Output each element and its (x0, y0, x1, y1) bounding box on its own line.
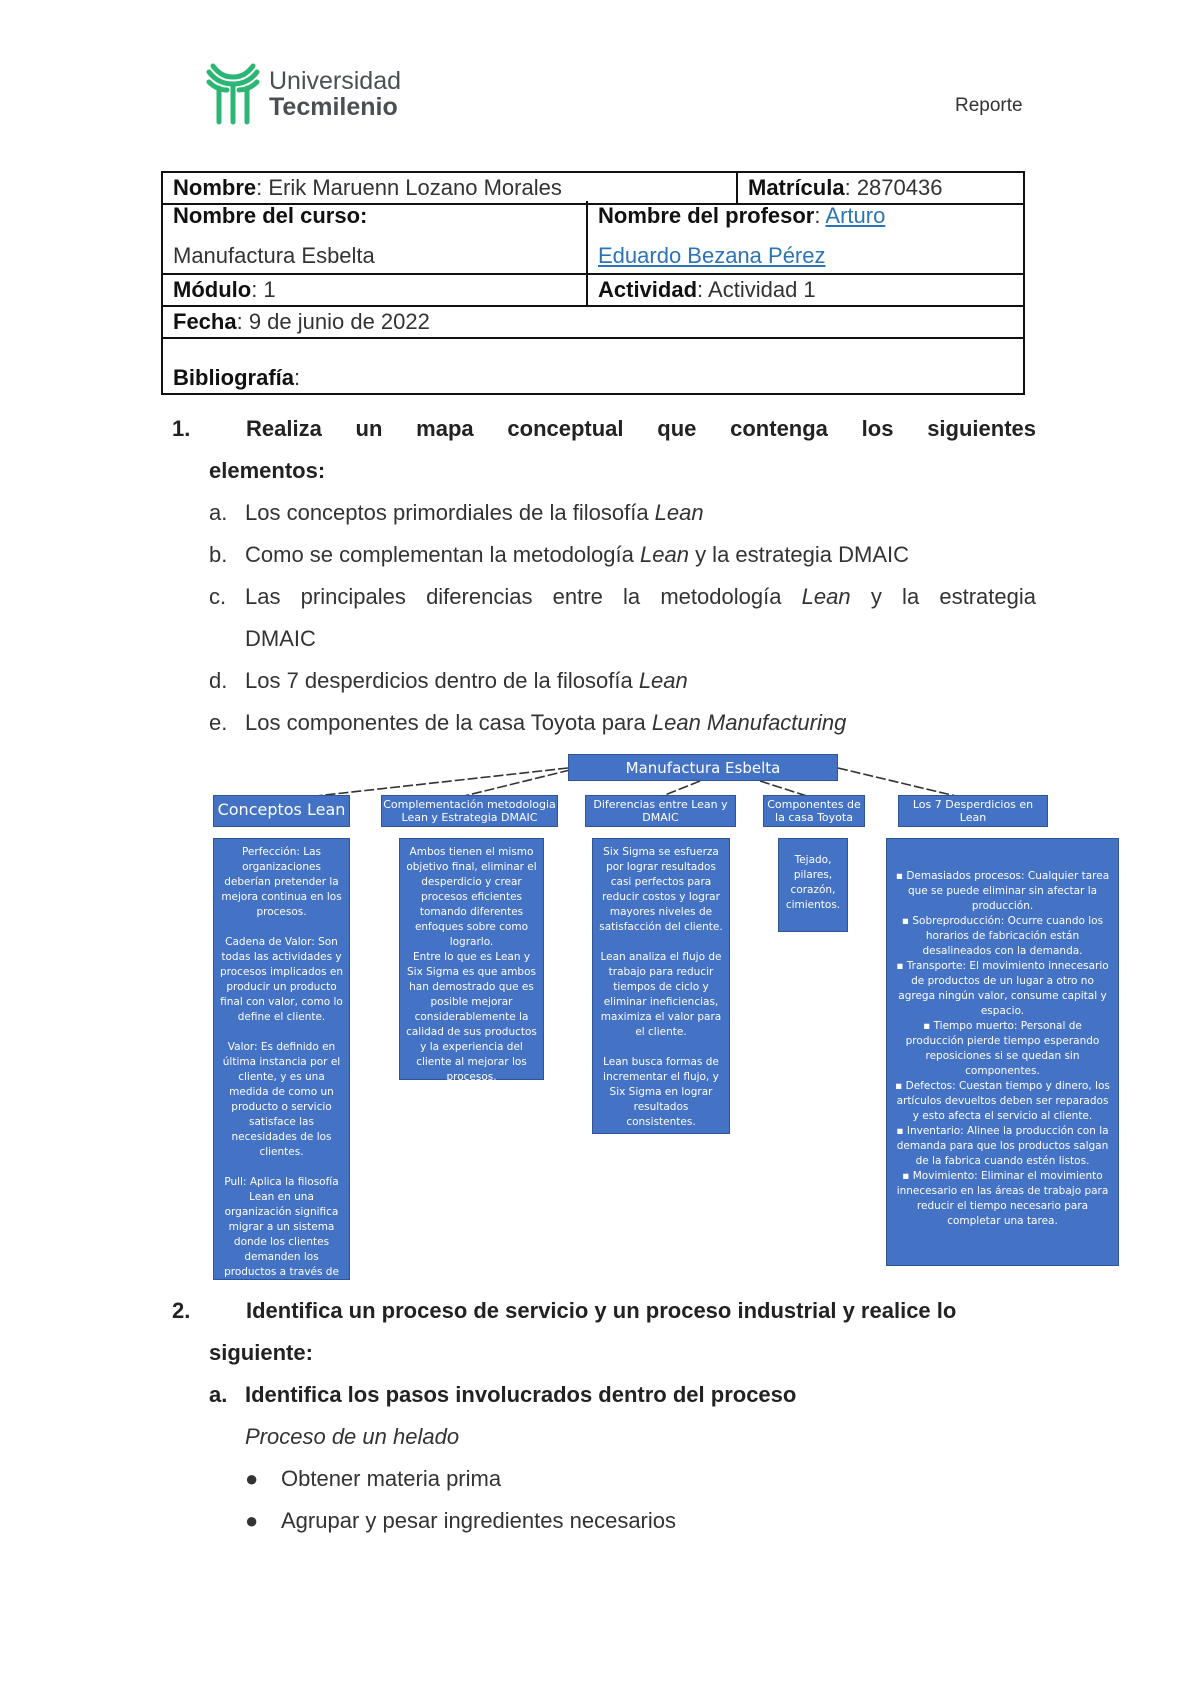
profesor-label: Nombre del profesor (598, 203, 815, 228)
bibliografia-cell (162, 338, 1024, 394)
bibliografia-value: : (294, 365, 301, 390)
desperdicio-item: ▪ Demasiados procesos: Cualquier tarea que se puede eliminar sin afectar la producción. (895, 869, 1110, 914)
profesor-link-2[interactable]: Eduardo Bezana Pérez (598, 243, 826, 268)
profesor-link-1[interactable]: Arturo (825, 203, 886, 228)
desperdicio-item: ▪ Sobreproducción: Ocurre cuando los horarios de fabricación están desalineados con la demanda. (895, 914, 1110, 959)
bibliografia-label: Bibliografía (173, 365, 295, 390)
concept-map-head-desperdicios: Los 7 Desperdicios en Lean (898, 795, 1048, 827)
bullet-dot-icon: ● (245, 1508, 259, 1533)
desperdicio-item: ▪ Defectos: Cuestan tiempo y dinero, los artículos devueltos deben ser reparados y esto afecta el servicio al cliente. (895, 1079, 1110, 1124)
nombre-value: : Erik Maruenn Lozano Morales (256, 175, 562, 200)
concept-map-content-complementacion: Ambos tienen el mismo objetivo final, eliminar el desperdicio y crear procesos eficientes tomando diferentes enfoques sobre como lograrlo. Entre lo que es Lean y Six Sigma es que ambos han demostrado que es posible mejorar considerablemente la calidad de sus productos y la experiencia del cliente al mejorar los procesos. (399, 838, 544, 1080)
university-logo (205, 62, 401, 126)
matricula-cell (737, 172, 1024, 204)
matricula-value: : 2870436 (844, 175, 943, 200)
fecha-cell (162, 306, 1024, 338)
question-1-line-1: Realiza un mapa conceptual que contenga los siguientes (246, 416, 1036, 441)
question-1-item-a: a. Los conceptos primordiales de la filosofía Lean (209, 500, 704, 525)
course-info-table (161, 201, 1025, 395)
modulo-cell (162, 274, 587, 306)
question-2-line-1: Identifica un proceso de servicio y un proceso industrial y realice lo (246, 1298, 957, 1323)
fecha-label: Fecha (173, 309, 237, 334)
concept-map-head-diferencias: Diferencias entre Lean y DMAIC (585, 795, 736, 827)
curso-label: Nombre del curso: (173, 203, 368, 228)
profesor-cell: Nombre del profesor: Arturo Eduardo Bezana Pérez (587, 201, 1024, 274)
curso-value: Manufactura Esbelta (173, 243, 375, 268)
concept-map-root: Manufactura Esbelta (568, 754, 838, 781)
question-1-item-b: b. Como se complementan la metodología Lean y la estrategia DMAIC (209, 542, 910, 567)
concept-map-head-conceptos: Conceptos Lean (213, 795, 350, 827)
question-2-number: 2. (172, 1298, 191, 1323)
desperdicio-item: ▪ Movimiento: Eliminar el movimiento innecesario en las áreas de trabajo para reducir el tiempo necesario para completar una tarea. (895, 1169, 1110, 1229)
concept-map-content-conceptos: Perfección: Las organizaciones deberían pretender la mejora continua en los procesos. Cadena de Valor: Son todas las actividades y procesos implicados en producir un producto final con valor, como lo define el cliente. Valor: Es definido en última instancia por el cliente, y es una medida de como un producto o servicio satisface las necesidades de los clientes. Pull: Aplica la filosofía Lean en una organización significa migrar a un sistema donde los clientes demanden los productos a través de la cadena de valor. (213, 838, 350, 1280)
fecha-value: : 9 de junio de 2022 (236, 309, 430, 334)
student-info-table (161, 171, 1025, 205)
question-2-sub-a: a. Identifica los pasos involucrados dentro del proceso (209, 1382, 797, 1407)
question-1-item-e: e. Los componentes de la casa Toyota para Lean Manufacturing (209, 710, 847, 735)
actividad-value: : Actividad 1 (697, 277, 816, 302)
tecmilenio-leaf-icon (205, 62, 261, 126)
report-label: Reporte (955, 95, 1023, 116)
matricula-label: Matrícula (748, 175, 845, 200)
desperdicio-item: ▪ Inventario: Alinee la producción con la demanda para que los productos salgan de la fabrica cuando estén listos. (895, 1124, 1110, 1169)
question-1-number: 1. (172, 416, 191, 441)
concept-map-content-diferencias: Six Sigma se esfuerza por lograr resultados casi perfectos para reducir costos y lograr mayores niveles de satisfacción del cliente. Lean analiza el flujo de trabajo para reducir tiempos de ciclo y eliminar ineficiencias, maximiza el valor para el cliente. Lean busca formas de incrementar el flujo, y Six Sigma en lograr resultados consistentes. (592, 838, 730, 1134)
question-2-line-2: siguiente: (209, 1340, 313, 1365)
desperdicio-item: ▪ Tiempo muerto: Personal de producción pierde tiempo esperando reposiciones si se quedan sin componentes. (895, 1019, 1110, 1079)
question-1-item-c-cont: DMAIC (245, 626, 316, 651)
process-step: ● Agrupar y pesar ingredientes necesarios (245, 1508, 677, 1533)
modulo-label: Módulo (173, 277, 252, 302)
concept-map-content-desperdicios (886, 838, 1119, 1266)
nombre-label: Nombre (173, 175, 257, 200)
question-1-item-c: c. Las principales diferencias entre la metodología Lean y la estrategia (209, 584, 1037, 609)
logo-line-universidad: Universidad (269, 66, 402, 95)
question-1-item-d: d. Los 7 desperdicios dentro de la filosofía Lean (209, 668, 688, 693)
modulo-value: : 1 (251, 277, 276, 302)
curso-cell (162, 201, 587, 274)
bullet-dot-icon: ● (245, 1466, 259, 1491)
desperdicios-list (887, 839, 1118, 1235)
concept-map-head-complementacion: Complementación metodologia Lean y Estrategia DMAIC (381, 795, 558, 827)
logo-line-tecmilenio: Tecmilenio (269, 93, 398, 121)
desperdicio-item: ▪ Transporte: El movimiento innecesario de productos de un lugar a otro no agrega ningún valor, consume capital y espacio. (895, 959, 1110, 1019)
question-1-line-2: elementos: (209, 458, 326, 483)
process-title: Proceso de un helado (245, 1424, 460, 1449)
concept-map-head-toyota: Componentes de la casa Toyota (763, 795, 865, 827)
actividad-label: Actividad (598, 277, 698, 302)
nombre-cell (162, 172, 737, 204)
concept-map-content-toyota: Tejado, pilares, corazón, cimientos. (778, 838, 848, 932)
process-step: ● Obtener materia prima (245, 1466, 502, 1491)
actividad-cell (587, 274, 1024, 306)
